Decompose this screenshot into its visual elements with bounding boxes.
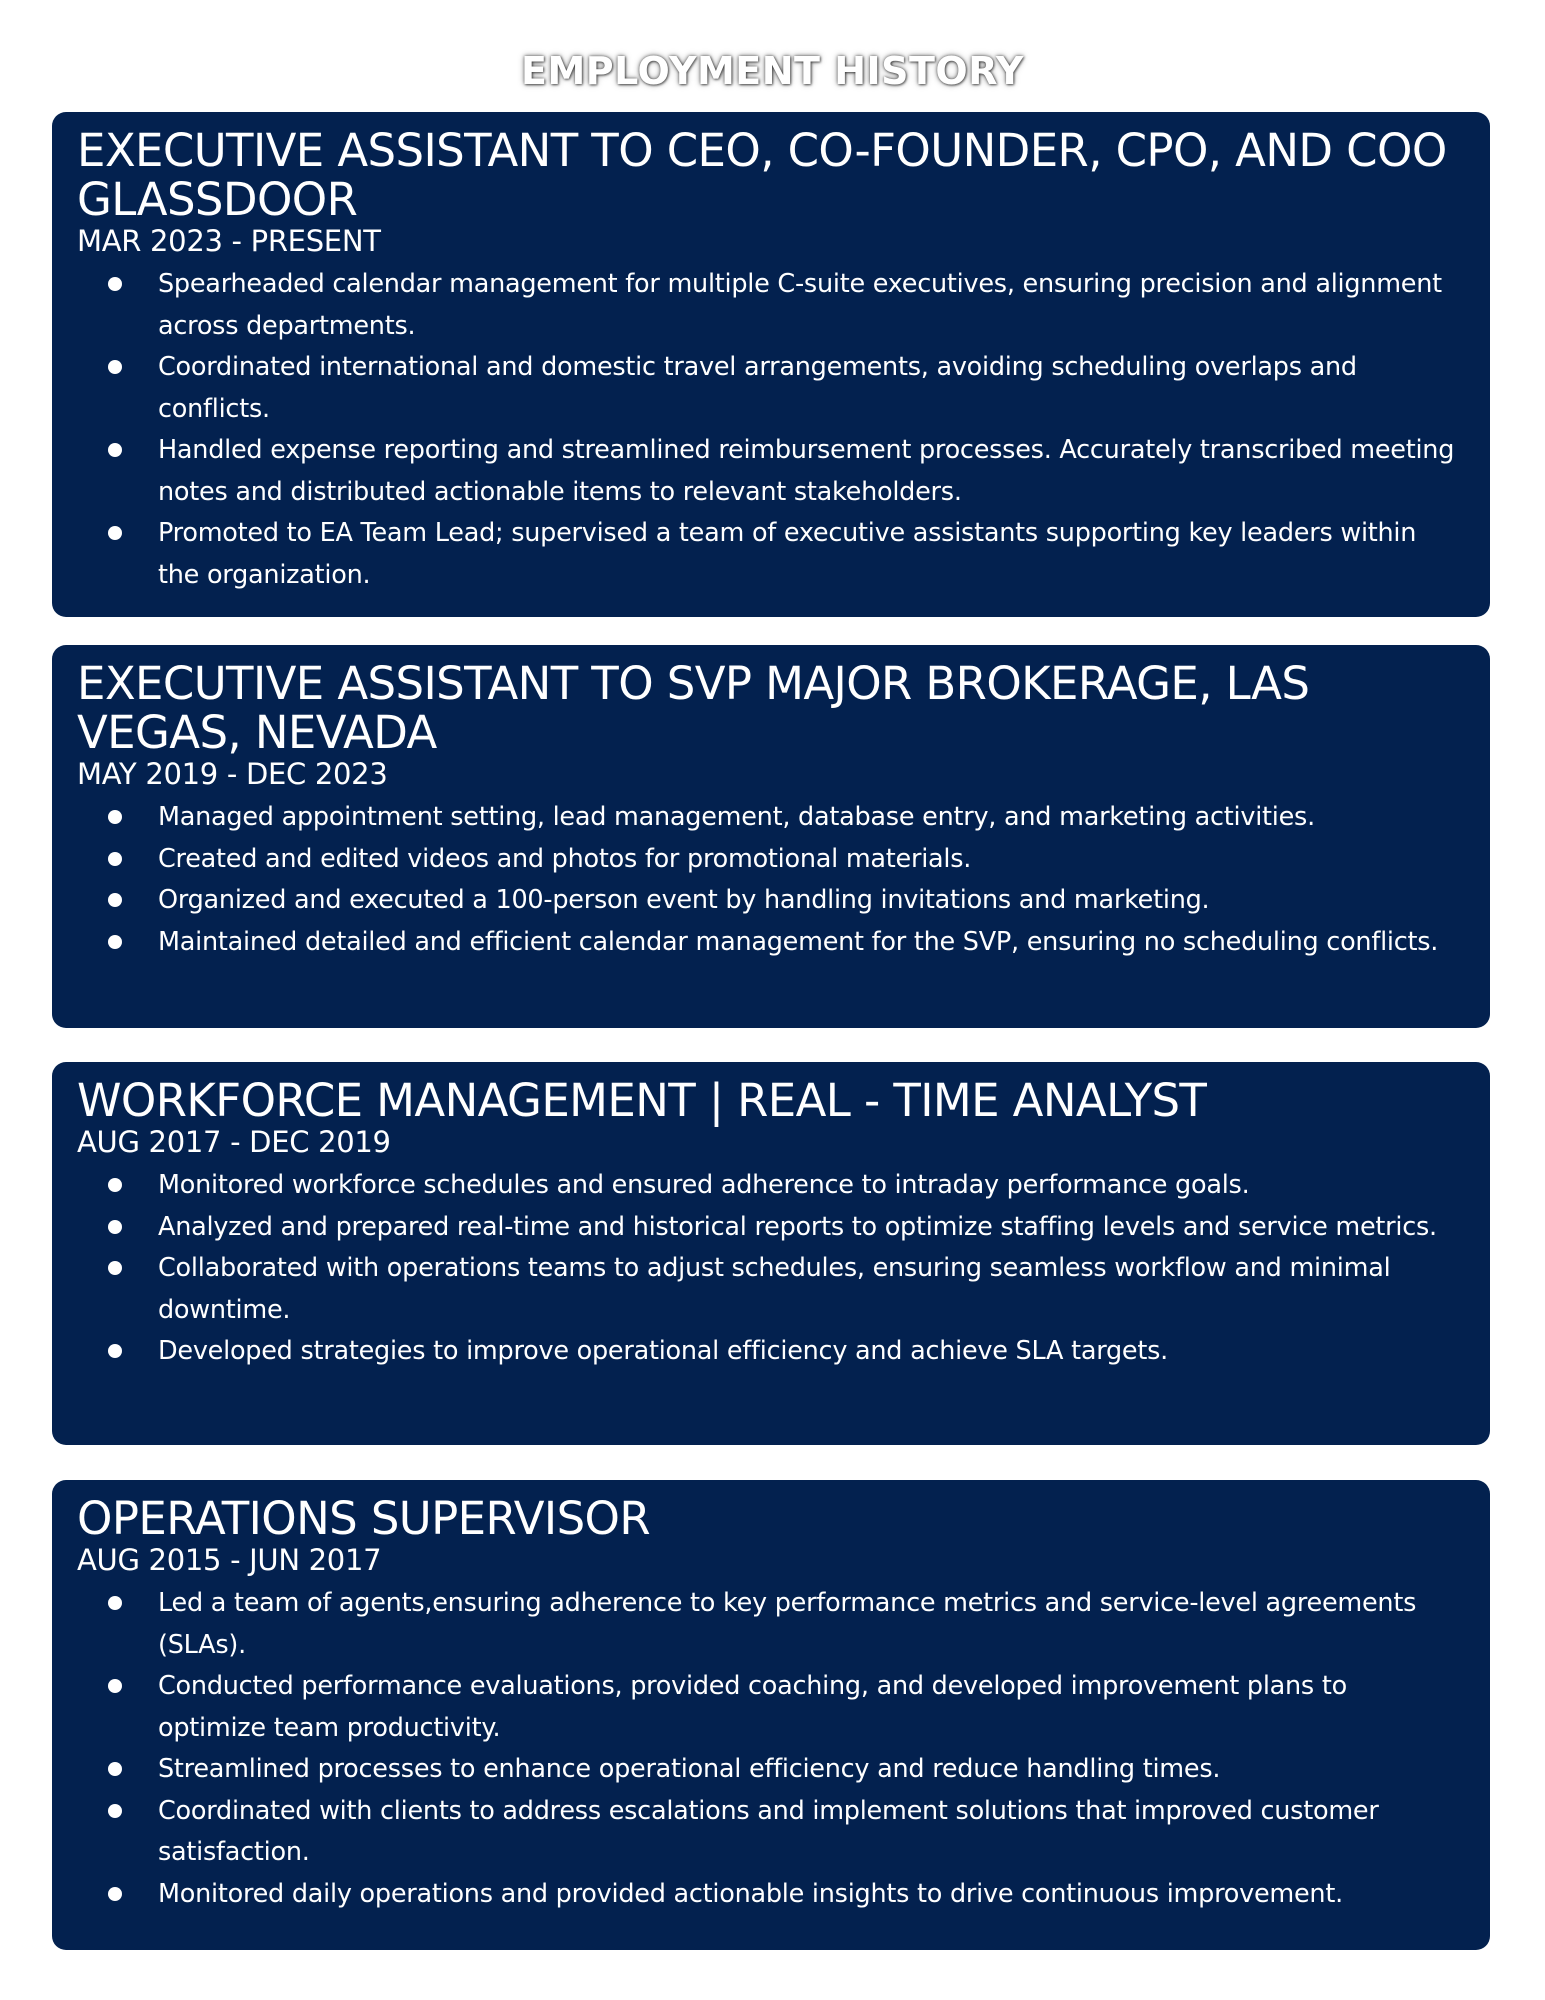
list-item bbox=[133, 1791, 1460, 1874]
bullet-text: Created and edited videos and photos for promotional materials. bbox=[158, 843, 972, 874]
bullet-text: Streamlined processes to enhance operational efficiency and reduce handling times. bbox=[158, 1754, 1221, 1784]
bullet-text: Developed strategies to improve operational efficiency and achieve SLA targets. bbox=[158, 1336, 1169, 1366]
job-dates: MAR 2023 - PRESENT bbox=[77, 224, 381, 258]
list-item bbox=[133, 797, 1460, 839]
bullet-icon bbox=[108, 1596, 122, 1610]
bullet-text: Monitored daily operations and provided actionable insights to drive continuous improvement. bbox=[158, 1878, 1343, 1909]
list-item bbox=[133, 880, 1460, 922]
bullet-text: Organized and executed a 100-person event by handling invitations and marketing. bbox=[158, 885, 1210, 915]
list-item bbox=[133, 430, 1460, 513]
bullet-text: Analyzed and prepared real-time and historical reports to optimize staffing levels and service metrics. bbox=[158, 1211, 1437, 1242]
list-item bbox=[133, 1749, 1460, 1791]
list-item bbox=[133, 839, 1460, 881]
bullet-icon bbox=[108, 1261, 122, 1275]
job-title: EXECUTIVE ASSISTANT TO SVP MAJOR BROKERAGE, LAS VEGAS, NEVADA bbox=[77, 657, 1310, 759]
bullet-text: Led a team of agents,ensuring adherence to key performance metrics and service-level agreements (SLAs). bbox=[158, 1588, 1417, 1660]
bullet-icon bbox=[108, 1344, 122, 1358]
job-card bbox=[52, 645, 1490, 1028]
job-dates: AUG 2015 - JUN 2017 bbox=[77, 1543, 382, 1577]
list-item bbox=[133, 1207, 1460, 1249]
list-item bbox=[133, 1666, 1460, 1749]
bullet-icon bbox=[108, 526, 122, 540]
list-item bbox=[133, 1331, 1460, 1373]
bullet-text: Spearheaded calendar management for multiple C-suite executives, ensuring precision and alignment across departments. bbox=[158, 269, 1442, 341]
bullet-list bbox=[77, 797, 1460, 963]
bullet-text: Conducted performance evaluations, provided coaching, and developed improvement plans to optimize team productivity. bbox=[158, 1671, 1347, 1743]
job-title: OPERATIONS SUPERVISOR bbox=[77, 1492, 651, 1545]
bullet-text: Promoted to EA Team Lead; supervised a team of executive assistants supporting key leaders within the organization. bbox=[158, 518, 1417, 590]
bullet-text: Maintained detailed and efficient calendar management for the SVP, ensuring no scheduling conflicts. bbox=[158, 926, 1439, 957]
job-card bbox=[52, 1062, 1490, 1445]
bullet-icon bbox=[108, 810, 122, 824]
bullet-text: Collaborated with operations teams to adjust schedules, ensuring seamless workflow and minimal downtime. bbox=[158, 1253, 1391, 1325]
job-dates: MAY 2019 - DEC 2023 bbox=[77, 757, 388, 791]
bullet-icon bbox=[108, 852, 122, 866]
job-title: EXECUTIVE ASSISTANT TO CEO, CO-FOUNDER, CPO, AND COO GLASSDOOR bbox=[77, 124, 1447, 226]
bullet-icon bbox=[108, 1679, 122, 1693]
list-item bbox=[133, 264, 1460, 347]
bullet-icon bbox=[108, 935, 122, 949]
list-item bbox=[133, 922, 1460, 964]
bullet-icon bbox=[108, 443, 122, 457]
list-item bbox=[133, 1165, 1460, 1207]
bullet-text: Coordinated international and domestic travel arrangements, avoiding scheduling overlaps and conflicts. bbox=[158, 352, 1357, 424]
list-item bbox=[133, 513, 1460, 596]
bullet-icon bbox=[108, 893, 122, 907]
section-title: EMPLOYMENT HISTORY bbox=[521, 49, 1024, 93]
bullet-icon bbox=[108, 360, 122, 374]
bullet-list bbox=[77, 1165, 1460, 1373]
bullet-icon bbox=[108, 277, 122, 291]
bullet-text: Coordinated with clients to address escalations and implement solutions that improved customer satisfaction. bbox=[158, 1795, 1379, 1867]
bullet-icon bbox=[108, 1762, 122, 1776]
bullet-text: Monitored workforce schedules and ensured adherence to intraday performance goals. bbox=[158, 1170, 1250, 1200]
job-card bbox=[52, 112, 1490, 617]
bullet-list bbox=[77, 264, 1460, 596]
list-item bbox=[133, 347, 1460, 430]
bullet-text: Managed appointment setting, lead management, database entry, and marketing activities. bbox=[158, 802, 1315, 832]
bullet-icon bbox=[108, 1178, 122, 1192]
job-dates: AUG 2017 - DEC 2019 bbox=[77, 1125, 391, 1159]
job-card bbox=[52, 1480, 1490, 1950]
job-title: WORKFORCE MANAGEMENT | REAL - TIME ANALYST bbox=[77, 1074, 1207, 1127]
list-item bbox=[133, 1583, 1460, 1666]
list-item bbox=[133, 1248, 1460, 1331]
bullet-text: Handled expense reporting and streamlined reimbursement processes. Accurately transcribed meeting notes and distributed actionable items to relevant stakeholders. bbox=[158, 435, 1455, 507]
bullet-icon bbox=[108, 1804, 122, 1818]
bullet-icon bbox=[108, 1220, 122, 1234]
bullet-icon bbox=[108, 1887, 122, 1901]
bullet-list bbox=[77, 1583, 1460, 1915]
list-item bbox=[133, 1874, 1460, 1916]
